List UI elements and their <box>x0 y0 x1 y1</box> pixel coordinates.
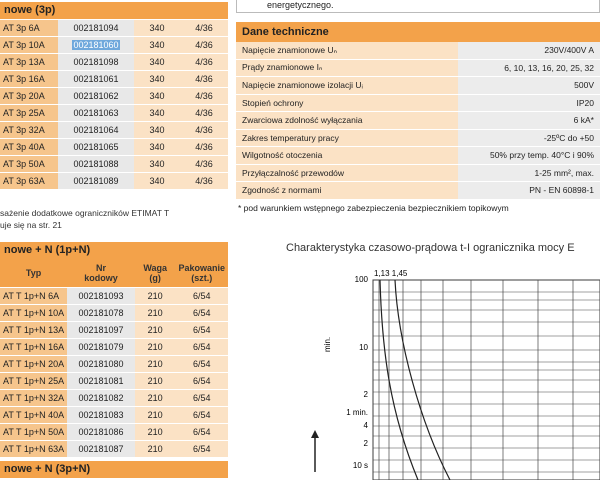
tech-value: 50% przy temp. 40°C i 90% <box>458 147 600 165</box>
cell-pack-text: 4/36 <box>195 125 213 135</box>
cell-code-text: 002181080 <box>78 359 124 369</box>
cell-type <box>0 71 58 88</box>
cell-pack-text: 6/54 <box>192 342 211 352</box>
cell-weight-text: 340 <box>149 176 165 186</box>
cell-pack <box>175 407 228 424</box>
y-tick-label: 100 <box>354 275 368 284</box>
cell-weight <box>135 424 176 441</box>
cell-type <box>0 105 58 122</box>
col-type: Typ <box>0 259 67 288</box>
table-row <box>0 139 228 156</box>
tech-key: Napięcie znamionowe izolacji Uᵢ <box>236 77 458 95</box>
tech-table <box>236 42 600 200</box>
cell-weight-text: 210 <box>147 291 163 301</box>
cell-pack-text: 4/36 <box>195 176 213 186</box>
cell-type <box>0 288 67 305</box>
tech-footnote: * pod warunkiem wstępnego zabezpieczenia bezpiecznikiem topikowym <box>238 203 509 213</box>
cell-code-text: 002181078 <box>78 308 124 318</box>
cell-weight-text: 340 <box>149 125 165 135</box>
cell-weight <box>135 407 176 424</box>
cell-type-text: AT 3p 6A <box>3 23 40 33</box>
cell-code <box>58 71 134 88</box>
tech-value: 1-25 mm², max. <box>458 164 600 182</box>
table-3p <box>0 20 228 190</box>
cell-type <box>0 424 67 441</box>
cell-code-text: 002181064 <box>73 125 119 135</box>
cell-type-text: AT T 1p+N 63A <box>3 444 65 454</box>
cell-type <box>0 356 67 373</box>
cell-pack-text: 4/36 <box>195 108 213 118</box>
cell-pack <box>175 339 228 356</box>
cell-code-text: 002181088 <box>73 159 119 169</box>
table-row <box>0 390 228 407</box>
table-row <box>0 122 228 139</box>
table-row <box>0 407 228 424</box>
cell-type-text: AT 3p 16A <box>3 74 45 84</box>
cell-code <box>58 173 134 190</box>
cell-pack-text: 6/54 <box>192 410 211 420</box>
cell-code <box>58 139 134 156</box>
table-row <box>0 71 228 88</box>
y-tick-label: 10 s <box>352 461 368 470</box>
cell-type-text: AT 3p 20A <box>3 91 45 101</box>
cell-weight-text: 340 <box>149 57 165 67</box>
table-row <box>0 173 228 190</box>
cell-pack <box>175 424 228 441</box>
cell-weight <box>135 390 176 407</box>
tech-value: -25ºC do +50 <box>458 129 600 147</box>
tech-value: 500V <box>458 77 600 95</box>
tech-key: Prądy znamionowe Iₙ <box>236 59 458 77</box>
cell-pack <box>180 122 228 139</box>
cell-pack-text: 4/36 <box>195 23 213 33</box>
cell-code-text: 002181086 <box>78 427 124 437</box>
table-row <box>0 37 228 54</box>
time-current-chart <box>300 262 600 480</box>
table-row <box>0 424 228 441</box>
cell-pack <box>175 390 228 407</box>
cell-code-text: 002181089 <box>73 176 119 186</box>
y-tick-label: 4 <box>363 421 368 430</box>
chart-title: Charakterystyka czasowo-prądowa t-I ogranicznika mocy E <box>286 242 575 254</box>
table-row <box>0 322 228 339</box>
cell-type-text: AT 3p 50A <box>3 159 45 169</box>
table-row <box>0 305 228 322</box>
cell-type-text: AT 3p 25A <box>3 108 45 118</box>
section-3p-header <box>0 2 228 19</box>
cell-code-text: 002181065 <box>73 142 119 152</box>
section-3pn-title: nowe + N (3p+N) <box>4 463 91 475</box>
cell-pack <box>180 71 228 88</box>
cell-type <box>0 139 58 156</box>
chart-y-labels <box>346 275 368 470</box>
tech-row <box>236 129 600 147</box>
cell-type <box>0 54 58 71</box>
cell-type-text: AT 3p 10A <box>3 40 45 50</box>
cell-type-text: AT T 1p+N 10A <box>3 308 65 318</box>
tech-row <box>236 112 600 130</box>
cell-type-text: AT T 1p+N 40A <box>3 410 65 420</box>
cell-pack <box>180 156 228 173</box>
cell-type <box>0 339 67 356</box>
cell-pack-text: 4/36 <box>195 57 213 67</box>
cell-weight <box>134 173 180 190</box>
cell-code-text: 002181093 <box>78 291 124 301</box>
cell-weight-text: 340 <box>149 142 165 152</box>
cell-weight <box>134 20 180 37</box>
cell-pack-text: 6/54 <box>192 291 211 301</box>
cell-code <box>67 288 135 305</box>
tech-row <box>236 77 600 95</box>
table-row <box>0 339 228 356</box>
cell-pack <box>175 288 228 305</box>
table-1pn-header <box>0 259 228 288</box>
table-1pn <box>0 259 228 458</box>
cell-code-text: 002181087 <box>78 444 124 454</box>
cell-pack <box>175 373 228 390</box>
section-3p-title: nowe (3p) <box>4 4 56 16</box>
cell-weight-text: 210 <box>147 376 163 386</box>
cell-code <box>58 156 134 173</box>
cell-weight-text: 210 <box>147 444 163 454</box>
table-row <box>0 88 228 105</box>
cell-weight <box>135 288 176 305</box>
tech-row <box>236 59 600 77</box>
cell-weight <box>135 441 176 458</box>
cell-code <box>58 88 134 105</box>
section-1pn-title: nowe + N (1p+N) <box>4 244 91 256</box>
cell-type <box>0 373 67 390</box>
time-arrow-head <box>311 430 319 438</box>
cell-weight <box>135 373 176 390</box>
cell-pack-text: 6/54 <box>192 308 211 318</box>
cell-code-text: 002181061 <box>73 74 119 84</box>
cell-pack-text: 4/36 <box>195 40 213 50</box>
cell-type-text: AT T 1p+N 20A <box>3 359 65 369</box>
cell-weight <box>134 156 180 173</box>
tech-key: Napięcie znamionowe Uₙ <box>236 42 458 59</box>
col-pack: Pakowanie (szt.) <box>175 259 228 288</box>
tech-panel <box>236 22 600 200</box>
cell-code <box>67 305 135 322</box>
cell-weight-text: 210 <box>147 325 163 335</box>
note-line-2: uje się na str. 21 <box>0 220 62 230</box>
cell-code <box>67 322 135 339</box>
table-row <box>0 373 228 390</box>
col-code: Nr kodowy <box>67 259 135 288</box>
cell-code <box>58 54 134 71</box>
cell-pack <box>180 54 228 71</box>
cell-type <box>0 441 67 458</box>
cell-type-text: AT T 1p+N 25A <box>3 376 65 386</box>
cell-type-text: AT T 1p+N 16A <box>3 342 65 352</box>
cell-type-text: AT 3p 13A <box>3 57 45 67</box>
tech-value: 6 kA* <box>458 112 600 130</box>
top-text-box <box>236 0 600 13</box>
y-tick-label: 2 <box>363 439 368 448</box>
cell-code <box>67 407 135 424</box>
tech-value: 230V/400V A <box>458 42 600 59</box>
cell-weight-text: 340 <box>149 74 165 84</box>
cell-code-text: 002181063 <box>73 108 119 118</box>
cell-weight-text: 340 <box>149 23 165 33</box>
cell-weight <box>134 37 180 54</box>
cell-code-text: 002181083 <box>78 410 124 420</box>
cell-pack <box>180 173 228 190</box>
cell-weight-text: 210 <box>147 359 163 369</box>
cell-code-text: 002181081 <box>78 376 124 386</box>
cell-weight-text: 210 <box>147 393 163 403</box>
cell-weight-text: 340 <box>149 91 165 101</box>
cell-weight <box>134 105 180 122</box>
cell-weight <box>134 88 180 105</box>
cell-code <box>67 424 135 441</box>
cell-pack <box>175 356 228 373</box>
cell-type <box>0 173 58 190</box>
tech-row <box>236 147 600 165</box>
tech-key: Zakres temperatury pracy <box>236 129 458 147</box>
table-row <box>0 20 228 37</box>
cell-code-text: 002181097 <box>78 325 124 335</box>
cell-code <box>67 390 135 407</box>
tech-row <box>236 42 600 59</box>
cell-pack-text: 6/54 <box>192 359 211 369</box>
y-tick-label: 2 <box>363 390 368 399</box>
cell-type-text: AT 3p 63A <box>3 176 45 186</box>
cell-weight-text: 340 <box>149 108 165 118</box>
cell-weight <box>134 71 180 88</box>
cell-pack-text: 4/36 <box>195 91 213 101</box>
cell-type <box>0 305 67 322</box>
tech-title: Dane techniczne <box>236 22 600 42</box>
table-row <box>0 156 228 173</box>
note-line-1: sażenie dodatkowe ograniczników ETIMAT T <box>0 208 170 218</box>
cell-code <box>58 105 134 122</box>
table-row <box>0 441 228 458</box>
cell-type-text: AT T 1p+N 32A <box>3 393 65 403</box>
tech-key: Wilgotność otoczenia <box>236 147 458 165</box>
cell-code <box>58 20 134 37</box>
cell-type <box>0 390 67 407</box>
cell-weight <box>135 322 176 339</box>
tech-value: PN - EN 60898-1 <box>458 182 600 200</box>
cell-weight <box>134 54 180 71</box>
cell-pack-text: 6/54 <box>192 427 211 437</box>
table-row <box>0 356 228 373</box>
tech-row <box>236 182 600 200</box>
cell-pack <box>180 105 228 122</box>
cell-code <box>67 339 135 356</box>
cell-type <box>0 88 58 105</box>
col-weight: Waga (g) <box>135 259 176 288</box>
cell-code-text: 002181098 <box>73 57 119 67</box>
cell-pack-text: 4/36 <box>195 142 213 152</box>
y-tick-label: 1 min. <box>346 408 368 417</box>
cell-type-text: AT 3p 40A <box>3 142 45 152</box>
table-row <box>0 54 228 71</box>
cell-code <box>58 37 134 54</box>
cell-pack-text: 6/54 <box>192 444 211 454</box>
tech-key: Stopień ochrony <box>236 94 458 112</box>
cell-pack <box>180 20 228 37</box>
chart-top-labels: 1,13 1,45 <box>374 269 408 278</box>
cell-weight-text: 340 <box>149 40 165 50</box>
cell-type-text: AT 3p 32A <box>3 125 45 135</box>
tech-value: 6, 10, 13, 16, 20, 25, 32 <box>458 59 600 77</box>
cell-pack-text: 6/54 <box>192 393 211 403</box>
cell-code <box>67 373 135 390</box>
cell-weight-text: 210 <box>147 410 163 420</box>
cell-type <box>0 156 58 173</box>
cell-code-text: 002181094 <box>73 23 119 33</box>
cell-pack <box>175 441 228 458</box>
cell-code <box>67 356 135 373</box>
cell-pack-text: 4/36 <box>195 74 213 84</box>
cell-weight-text: 340 <box>149 159 165 169</box>
cell-weight <box>134 139 180 156</box>
cell-type <box>0 407 67 424</box>
cell-type <box>0 20 58 37</box>
cell-type <box>0 122 58 139</box>
cell-pack <box>180 88 228 105</box>
cell-pack <box>180 139 228 156</box>
y-tick-label: 10 <box>359 343 368 352</box>
cell-code <box>58 122 134 139</box>
cell-pack-text: 6/54 <box>192 325 211 335</box>
cell-pack <box>175 322 228 339</box>
tech-value: IP20 <box>458 94 600 112</box>
tech-key: Zgodność z normami <box>236 182 458 200</box>
section-1pn-header <box>0 242 228 259</box>
tech-row <box>236 164 600 182</box>
cell-weight-text: 210 <box>147 308 163 318</box>
table-row <box>0 105 228 122</box>
cell-code-text: 002181062 <box>73 91 119 101</box>
cell-code-text: 002181082 <box>78 393 124 403</box>
cell-type <box>0 37 58 54</box>
top-text: energetycznego. <box>267 0 334 10</box>
cell-weight <box>134 122 180 139</box>
cell-pack <box>175 305 228 322</box>
cell-code <box>67 441 135 458</box>
section-3pn-header <box>0 461 228 478</box>
cell-code-text: 002181079 <box>78 342 124 352</box>
tech-row <box>236 94 600 112</box>
cell-type-text: AT T 1p+N 13A <box>3 325 65 335</box>
table-row <box>0 288 228 305</box>
cell-pack-text: 4/36 <box>195 159 213 169</box>
cell-type-text: AT T 1p+N 6A <box>3 291 60 301</box>
cell-weight <box>135 339 176 356</box>
cell-weight <box>135 305 176 322</box>
cell-weight <box>135 356 176 373</box>
y-unit-label: min. <box>323 336 332 352</box>
cell-pack-text: 6/54 <box>192 376 211 386</box>
tech-key: Przyłączalność przewodów <box>236 164 458 182</box>
tech-key: Zwarciowa zdolność wyłączania <box>236 112 458 130</box>
cell-weight-text: 210 <box>147 427 163 437</box>
cell-pack <box>180 37 228 54</box>
cell-type-text: AT T 1p+N 50A <box>3 427 65 437</box>
cell-code-text[interactable]: 002181060 <box>73 40 119 50</box>
cell-type <box>0 322 67 339</box>
cell-weight-text: 210 <box>147 342 163 352</box>
